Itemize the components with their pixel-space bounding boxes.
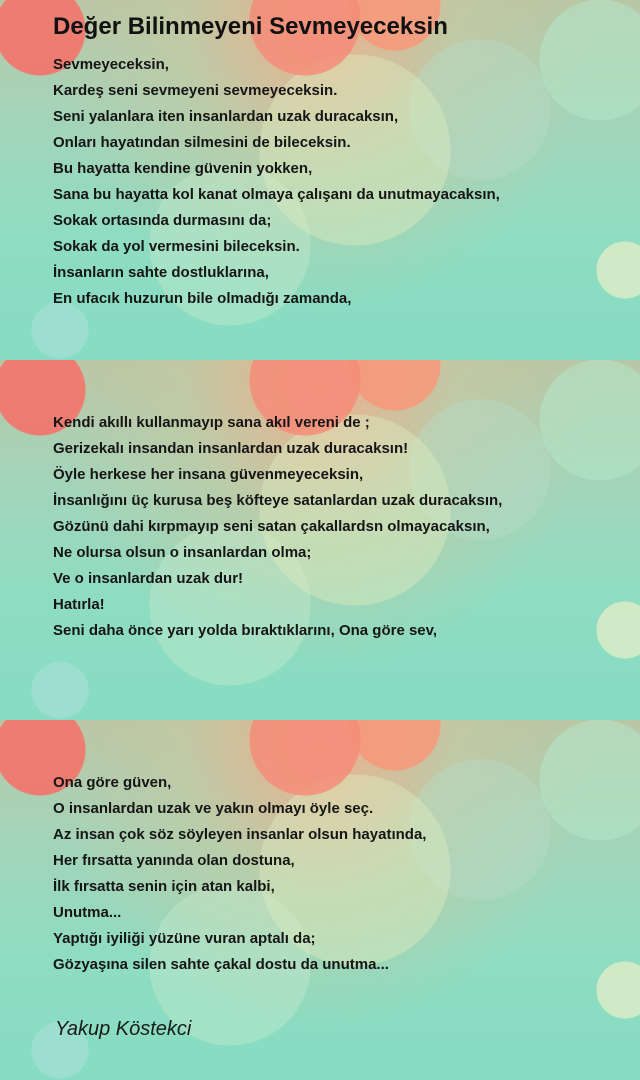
poem-line: Ne olursa olsun o insanlardan olma; [53,544,312,561]
poem-line: Bu hayatta kendine güvenin yokken, [53,160,313,177]
poem-line: Yaptığı iyiliği yüzüne vuran aptalı da; [53,930,316,947]
poem-line: Gözünü dahi kırpmayıp seni satan çakallardsn olmayacaksın, [53,518,490,535]
poem-line: İlk fırsatta senin için atan kalbi, [53,878,275,895]
poem-line: Sana bu hayatta kol kanat olmaya çalışanı da unutmayacaksın, [53,186,500,203]
poem-line: O insanlardan uzak ve yakın olmayı öyle seç. [53,800,374,817]
poem-line: Gözyaşına silen sahte çakal dostu da unutma... [53,956,389,973]
poem-line: Her fırsatta yanında olan dostuna, [53,852,295,869]
poem-line: Hatırla! [53,596,105,613]
stanza-1 [53,52,500,312]
stanza-3 [53,770,426,978]
poem-author: Yakup Köstekci [55,1018,192,1040]
poem-line: Sokak ortasında durmasını da; [53,212,272,229]
poem-line: Unutma... [53,904,122,921]
poem-line: Ona göre güven, [53,774,172,791]
poem-line: Sevmeyeceksin, [53,56,169,73]
poem-line: İnsanların sahte dostluklarına, [53,264,269,281]
poem-line: En ufacık huzurun bile olmadığı zamanda, [53,290,352,307]
poem-panel-2 [0,360,640,720]
poem-line: İnsanlığını üç kurusa beş köfteye satanlardan uzak duracaksın, [53,492,503,509]
poem-panel-3 [0,720,640,1080]
poem-title: Değer Bilinmeyeni Sevmeyeceksin [53,13,448,40]
poem-line: Az insan çok söz söyleyen insanlar olsun hayatında, [53,826,427,843]
poem-line: Kendi akıllı kullanmayıp sana akıl vereni de ; [53,414,370,431]
poem-panel-1 [0,0,640,360]
stanza-2 [53,410,502,644]
poem-line: Kardeş seni sevmeyeni sevmeyeceksin. [53,82,338,99]
poem-line: Seni yalanlara iten insanlardan uzak duracaksın, [53,108,399,125]
poem-line: Seni daha önce yarı yolda bıraktıklarını, Ona göre sev, [53,622,438,639]
poem-line: Onları hayatından silmesini de bileceksin. [53,134,351,151]
poem-line: Sokak da yol vermesini bileceksin. [53,238,300,255]
poem-line: Öyle herkese her insana güvenmeyeceksin, [53,466,364,483]
poem-line: Ve o insanlardan uzak dur! [53,570,244,587]
poem-line: Gerizekalı insandan insanlardan uzak duracaksın! [53,440,409,457]
